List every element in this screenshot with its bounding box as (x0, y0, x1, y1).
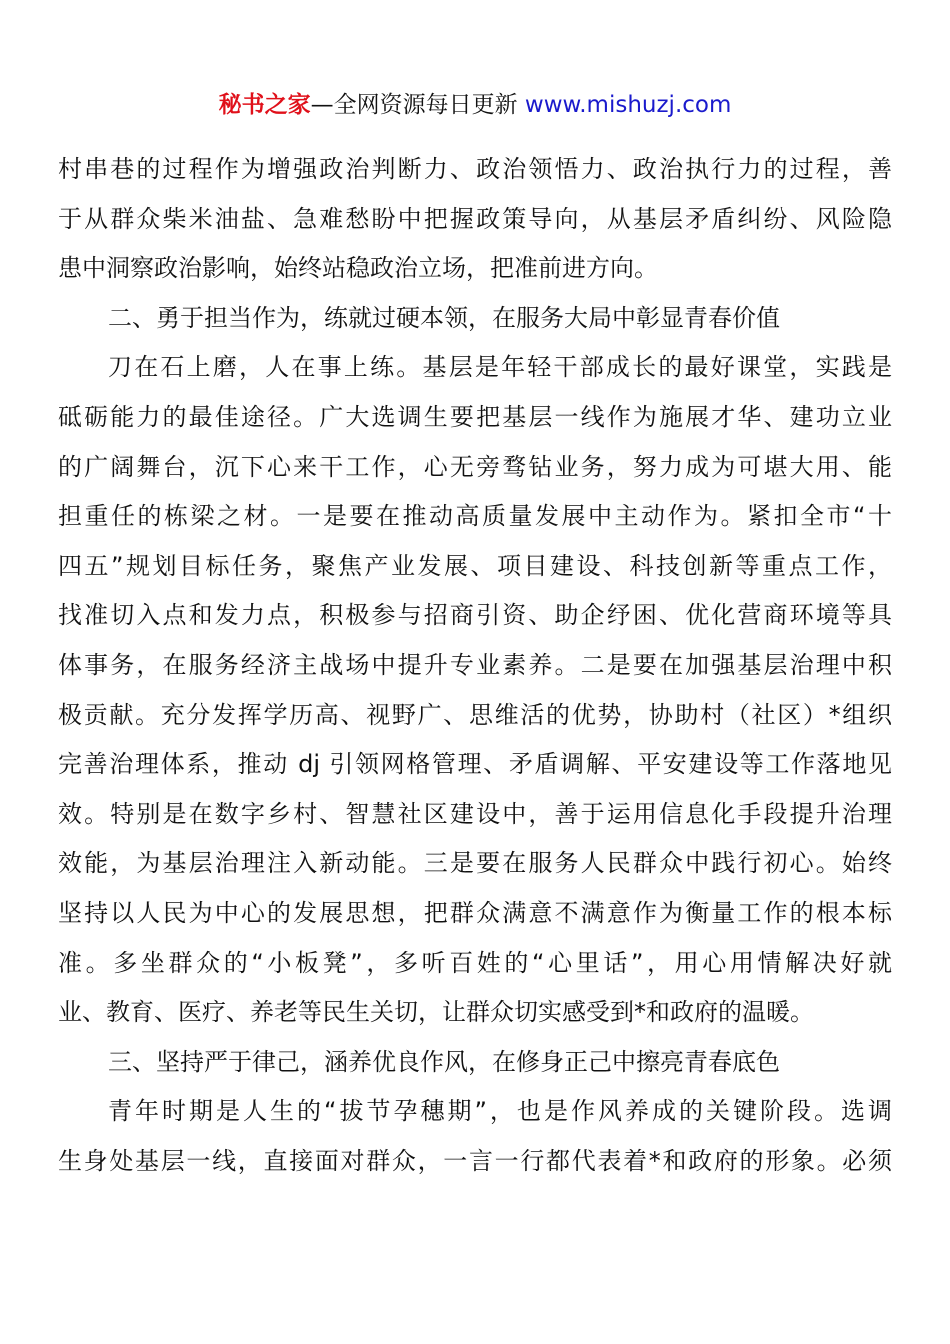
paragraph (58, 145, 892, 294)
text-line: 业、教育、医疗、养老等民生关切，让群众切实感受到*和政府的温暖。 (58, 998, 814, 1027)
text-line: 二、勇于担当作为，练就过硬本领，在服务大局中彰显青春价值 (108, 303, 780, 332)
text-line: 体事务，在服务经济主战场中提升专业素养。二是要在加强基层治理中积 (58, 650, 892, 679)
text-line: 效。特别是在数字乡村、智慧社区建设中，善于运用信息化手段提升治理 (58, 799, 892, 828)
text-line: 于从群众柴米油盐、急难愁盼中把握政策导向，从基层矛盾纠纷、风险隐 (58, 204, 892, 233)
site-url-link[interactable]: www.mishuzj.com (524, 92, 732, 118)
text-line: 砥砺能力的最佳途径。广大选调生要把基层一线作为施展才华、建功立业 (58, 402, 892, 431)
text-line: 患中洞察政治影响，始终站稳政治立场，把准前进方向。 (58, 254, 658, 283)
text-line: 担重任的栋梁之材。一是要在推动高质量发展中主动作为。紧扣全市“十 (58, 502, 892, 531)
paragraph (58, 343, 892, 1037)
text-line: 青年时期是人生的“拔节孕穗期”，也是作风养成的关键阶段。选调 (108, 1097, 892, 1126)
text-line: 坚持以人民为中心的发展思想，把群众满意不满意作为衡量工作的根本标 (58, 898, 892, 927)
paragraph (58, 294, 892, 344)
text-line: 找准切入点和发力点，积极参与招商引资、助企纾困、优化营商环境等具 (58, 601, 892, 630)
paragraph (58, 1087, 892, 1186)
text-line: 的广阔舞台，沉下心来干工作，心无旁骛钻业务，努力成为可堪大用、能 (58, 452, 892, 481)
text-line: 村串巷的过程作为增强政治判断力、政治领悟力、政治执行力的过程，善 (58, 155, 892, 183)
text-line: 准。多坐群众的“小板凳”，多听百姓的“心里话”，用心用情解决好就 (58, 948, 892, 977)
document-body (58, 145, 892, 1186)
text-line: 完善治理体系，推动 dj 引领网格管理、矛盾调解、平安建设等工作落地见 (58, 750, 892, 779)
text-line: 四五”规划目标任务，聚焦产业发展、项目建设、科技创新等重点工作， (58, 551, 892, 580)
text-line: 三、坚持严于律己，涵养优良作风，在修身正己中擦亮青春底色 (108, 1047, 780, 1076)
text-line: 效能，为基层治理注入新动能。三是要在服务人民群众中践行初心。始终 (58, 849, 892, 878)
brand-name: 秘书之家 (218, 92, 311, 118)
text-line: 刀在石上磨，人在事上练。基层是年轻干部成长的最好课堂，实践是 (108, 353, 892, 382)
paragraph (58, 1038, 892, 1088)
text-line: 生身处基层一线，直接面对群众，一言一行都代表着*和政府的形象。必须 (58, 1146, 892, 1175)
text-line: 极贡献。充分发挥学历高、视野广、思维活的优势，协助村（社区）*组织 (58, 700, 892, 729)
site-header (0, 88, 950, 122)
header-tagline: —全网资源每日更新 (310, 92, 518, 118)
